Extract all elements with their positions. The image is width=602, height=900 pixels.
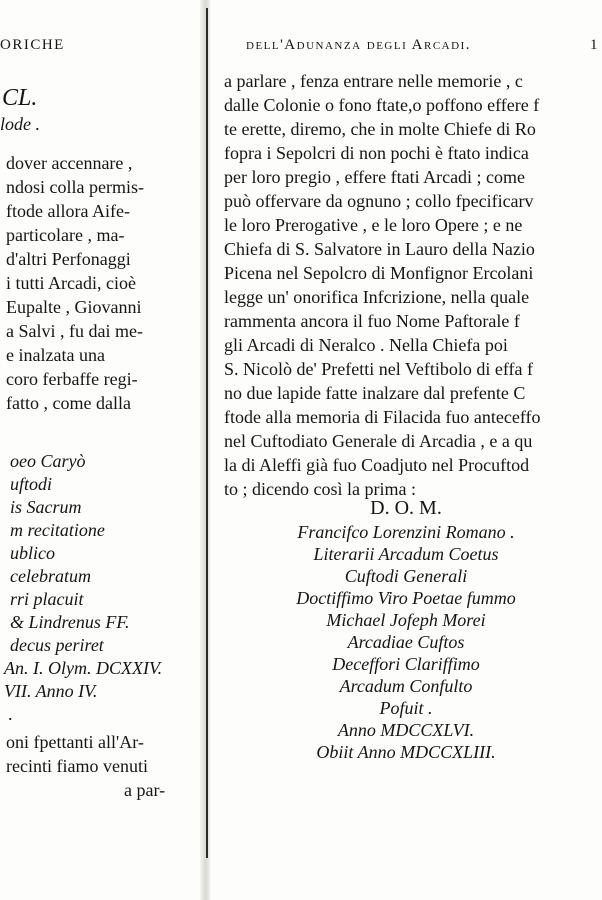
left-catchword: a par- xyxy=(124,780,166,800)
left-subheading: lode . xyxy=(0,114,40,134)
right-body-line: a parlare , fenza entrare nelle memorie , c xyxy=(224,71,523,91)
right-body-line: to ; dicendo così la prima : xyxy=(224,479,416,499)
left-body-line: fatto , come dalla xyxy=(6,393,131,413)
inscription-line: Obiit Anno MDCCXLIII. xyxy=(316,742,496,762)
left-inscription-line: & Lindrenus FF. xyxy=(10,612,130,632)
right-running-header: dell'Adunanza degli Arcadi. xyxy=(246,37,471,53)
left-inscription-line: uftodi xyxy=(10,474,53,494)
right-body-line: per loro pregio , effere ftati Arcadi ; come xyxy=(224,167,526,187)
inscription-line: Pofuit . xyxy=(379,698,433,718)
gutter-rule xyxy=(206,8,208,858)
right-body-line: le loro Prerogative , e le loro Opere ; e ne xyxy=(224,215,523,235)
left-body-line: a Salvi , fu dai me- xyxy=(6,321,143,341)
left-body-line: particolare , ma- xyxy=(6,225,125,245)
right-body-line: S. Nicolò de' Prefetti nel Veftibolo di effa f xyxy=(224,359,534,379)
left-tail-line: oni fpettanti all'Ar- xyxy=(6,732,144,752)
right-body-line: rammenta ancora il fuo Nome Paftorale f xyxy=(224,311,520,331)
inscription-line: Francifco Lorenzini Romano . xyxy=(297,522,515,542)
left-body-line: e inalzata una xyxy=(6,345,105,365)
left-inscription-line: rri placuit xyxy=(10,589,84,609)
left-body-line: ftode allora Aife- xyxy=(6,201,130,221)
left-inscription-line: An. I. Olym. DCXXIV. xyxy=(4,658,163,678)
right-body-line: no due lapide fatte inalzare dal prefente C xyxy=(224,383,526,403)
left-body-line: coro ferbaffe regi- xyxy=(6,369,138,389)
left-inscription-line: . xyxy=(8,704,13,724)
left-body-line: ndosi colla permis- xyxy=(6,177,144,197)
inscription-line: Doctiffimo Viro Poetae fummo xyxy=(296,588,516,608)
right-body-line: Picena nel Sepolcro di Monfignor Ercolani xyxy=(224,263,534,283)
left-body-line: d'altri Perfonaggi xyxy=(6,249,131,269)
inscription-title: D. O. M. xyxy=(370,497,442,519)
inscription-line: Literarii Arcadum Coetus xyxy=(313,544,499,564)
left-inscription-line: ublico xyxy=(10,543,55,563)
left-body-line: Eupalte , Giovanni xyxy=(6,297,142,317)
right-body-line: dalle Colonie o fono ftate,o poffono effere f xyxy=(224,95,540,115)
inscription-line: Arcadiae Cuftos xyxy=(347,632,465,652)
right-page xyxy=(210,0,602,900)
left-body-line: dover accennare , xyxy=(6,153,133,173)
inscription-line: Anno MDCCXLVI. xyxy=(337,720,475,740)
right-body-line: può offervare da ognuno ; collo fpecificarv xyxy=(224,191,534,211)
left-inscription-line: oeo Caryò xyxy=(10,451,86,471)
right-body-line: legge un' onorifica Infcrizione, nella quale xyxy=(224,287,530,307)
left-inscription-line: m recitatione xyxy=(10,520,105,540)
left-body-line: i tutti Arcadi, cioè xyxy=(6,273,136,293)
left-inscription-line: decus periret xyxy=(10,635,104,655)
right-body-line: nel Cuftodiato Generale di Arcadia , e a qu xyxy=(224,431,533,451)
left-section-heading: CL. xyxy=(2,85,38,111)
right-body-line: la di Aleffi già fuo Coadjuto nel Procuftod xyxy=(224,455,530,475)
left-tail-line: recinti fiamo venuti xyxy=(6,756,148,776)
right-body-line: ftode alla memoria di Filacida fuo anteceffo xyxy=(224,407,541,427)
book-gutter xyxy=(200,0,210,900)
inscription-line: Cuftodi Generali xyxy=(344,566,468,586)
right-body-line: gli Arcadi di Neralco . Nella Chiefa poi xyxy=(224,335,508,355)
left-inscription-line: celebratum xyxy=(10,566,91,586)
right-body-line: te erette, diremo, che in molte Chiefe di Ro xyxy=(224,119,536,139)
left-running-header: ORICHE xyxy=(0,37,65,53)
left-inscription-line: is Sacrum xyxy=(10,497,82,517)
left-page xyxy=(0,0,200,900)
left-inscription-line: VII. Anno IV. xyxy=(4,681,98,701)
inscription-line: Michael Jofeph Morei xyxy=(326,610,486,630)
right-body-line: Chiefa di S. Salvatore in Lauro della Nazio xyxy=(224,239,535,259)
inscription-line: Arcadum Confulto xyxy=(339,676,473,696)
right-body-line: fopra i Sepolcri di non pochi è ftato indica xyxy=(224,143,529,163)
page-number: 1 xyxy=(590,37,599,53)
inscription-line: Deceffori Clariffimo xyxy=(332,654,480,674)
